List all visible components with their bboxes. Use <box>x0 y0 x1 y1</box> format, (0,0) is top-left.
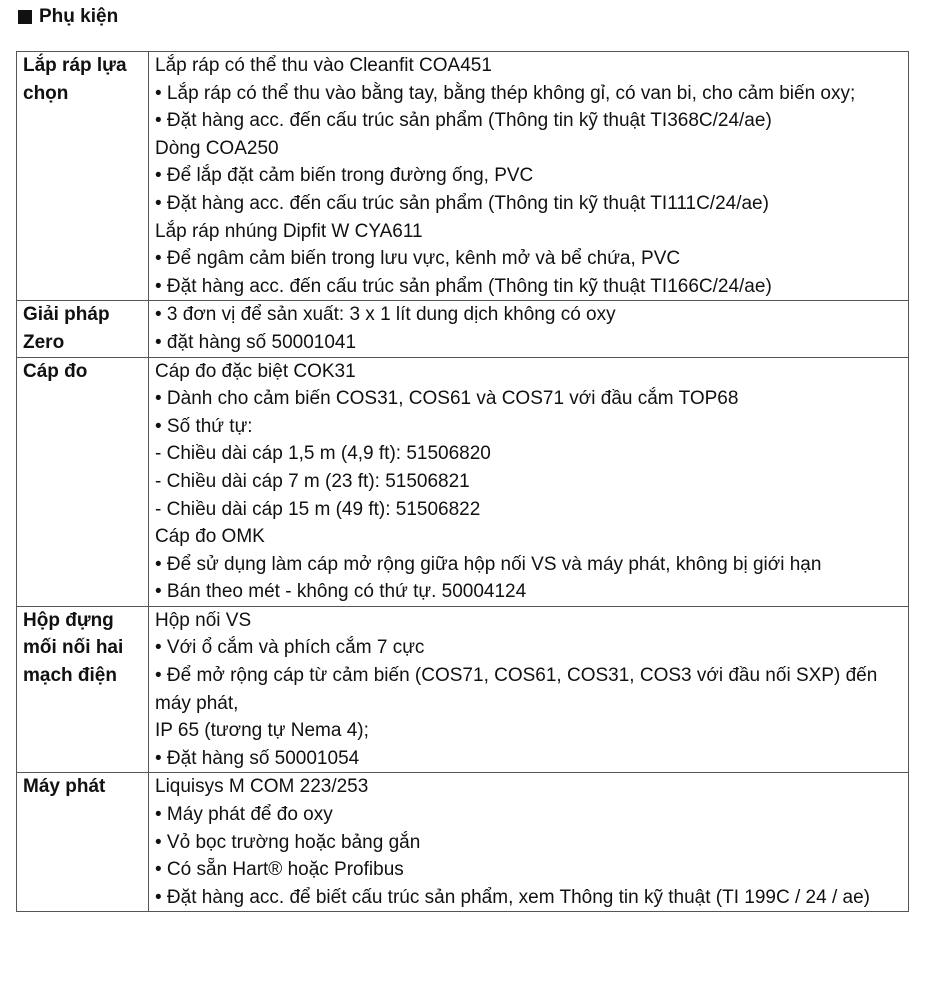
square-bullet-icon <box>18 10 32 24</box>
content-line: • Để ngâm cảm biến trong lưu vực, kênh mở và bể chứa, PVC <box>155 248 681 270</box>
table-row <box>17 773 909 912</box>
content-line: Cáp đo đặc biệt COK31 <box>155 360 356 382</box>
table-row <box>17 301 909 357</box>
content-line: • Để mở rộng cáp từ cảm biến (COS71, COS61, COS31, COS3 với đầu nối SXP) đến máy phát, <box>155 665 878 714</box>
row-content <box>149 357 909 606</box>
table-row <box>17 606 909 773</box>
content-line: • Đặt hàng acc. đến cấu trúc sản phẩm (Thông tin kỹ thuật TI368C/24/ae) <box>155 110 772 132</box>
row-content <box>149 52 909 301</box>
content-line: • Bán theo mét - không có thứ tự. 50004124 <box>155 581 527 603</box>
content-line: • Để lắp đặt cảm biến trong đường ống, PVC <box>155 165 534 187</box>
content-line: - Chiều dài cáp 15 m (49 ft): 51506822 <box>155 498 481 520</box>
content-line: • đặt hàng số 50001041 <box>155 331 357 353</box>
row-label: Lắp ráp lựa chọn <box>17 52 149 301</box>
content-line: • Để sử dụng làm cáp mở rộng giữa hộp nối VS và máy phát, không bị giới hạn <box>155 553 822 575</box>
content-line: • Với ổ cắm và phích cắm 7 cực <box>155 637 425 659</box>
content-line: • Đặt hàng số 50001054 <box>155 747 360 769</box>
row-content <box>149 773 909 912</box>
content-line: • Có sẵn Hart® hoặc Profibus <box>155 859 404 881</box>
content-line: • Đặt hàng acc. để biết cấu trúc sản phẩm, xem Thông tin kỹ thuật (TI 199C / 24 / ae) <box>155 886 870 908</box>
table-row <box>17 52 909 301</box>
table-row <box>17 357 909 606</box>
row-label: Giải pháp Zero <box>17 301 149 357</box>
content-line: • Số thứ tự: <box>155 415 253 437</box>
content-line: - Chiều dài cáp 1,5 m (4,9 ft): 51506820 <box>155 443 491 465</box>
content-line: • Đặt hàng acc. đến cấu trúc sản phẩm (Thông tin kỹ thuật TI166C/24/ae) <box>155 275 772 297</box>
section-heading <box>18 6 118 28</box>
row-content <box>149 301 909 357</box>
row-content <box>149 606 909 773</box>
content-line: • 3 đơn vị để sản xuất: 3 x 1 lít dung dịch không có oxy <box>155 304 616 326</box>
content-line: • Lắp ráp có thể thu vào bằng tay, bằng thép không gỉ, có van bi, cho cảm biến oxy; <box>155 82 856 104</box>
content-line: • Dành cho cảm biến COS31, COS61 và COS71 với đầu cắm TOP68 <box>155 388 739 410</box>
content-line: • Máy phát để đo oxy <box>155 804 333 826</box>
content-line: - Chiều dài cáp 7 m (23 ft): 51506821 <box>155 470 470 492</box>
content-line: Hộp nối VS <box>155 609 252 631</box>
content-line: • Đặt hàng acc. đến cấu trúc sản phẩm (Thông tin kỹ thuật TI111C/24/ae) <box>155 192 769 214</box>
content-line: • Vỏ bọc trường hoặc bảng gắn <box>155 831 421 853</box>
accessories-table <box>16 51 909 912</box>
content-line: Lắp ráp có thể thu vào Cleanfit COA451 <box>155 55 492 76</box>
row-label: Cáp đo <box>17 357 149 606</box>
content-line: IP 65 (tương tự Nema 4); <box>155 720 369 742</box>
content-line: Lắp ráp nhúng Dipfit W CYA611 <box>155 220 423 242</box>
content-line: Liquisys M COM 223/253 <box>155 776 369 798</box>
row-label: Hộp đựng mối nối hai mạch điện <box>17 606 149 773</box>
row-label: Máy phát <box>17 773 149 912</box>
content-line: Cáp đo OMK <box>155 526 265 548</box>
section-title: Phụ kiện <box>39 6 119 27</box>
content-line: Dòng COA250 <box>155 137 279 159</box>
